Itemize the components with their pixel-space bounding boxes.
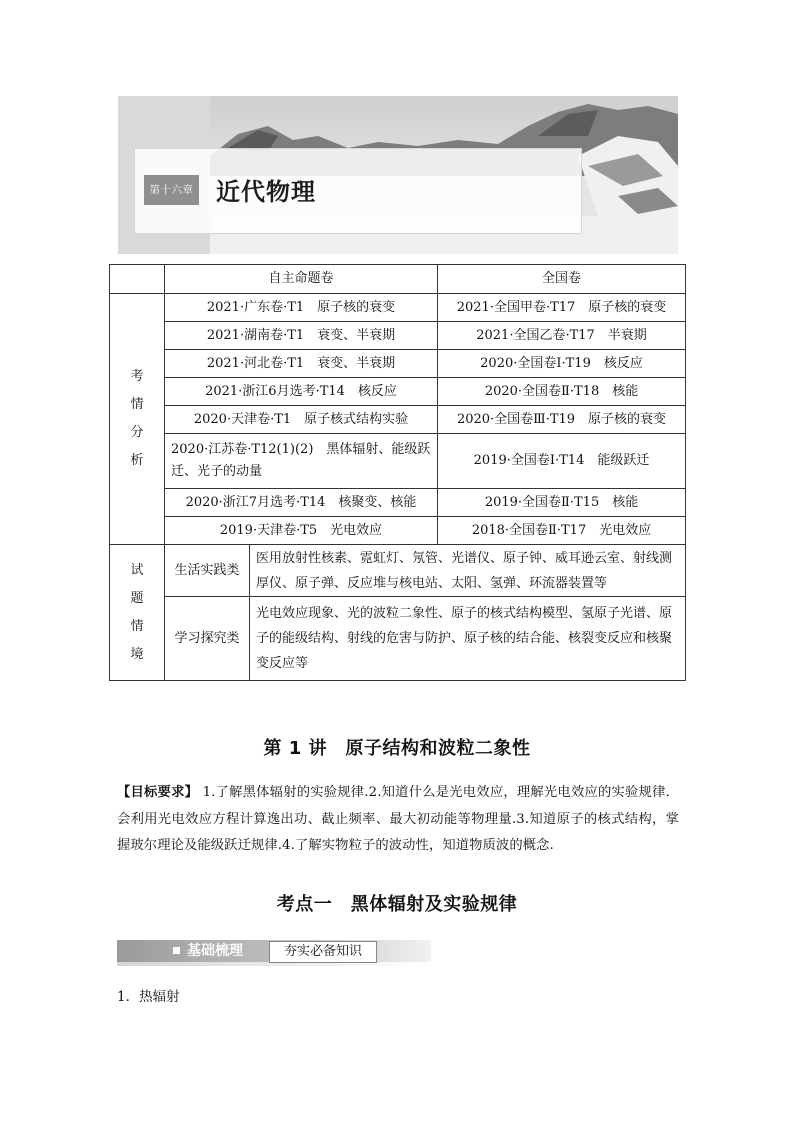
section-bar: [117, 940, 431, 966]
square-bullet-icon: [173, 947, 180, 954]
section-bar-label: 基础梳理: [187, 943, 243, 959]
objectives-label: 【目标要求】: [117, 785, 199, 800]
cell-national: 2020·全国卷Ⅱ·T18 核能: [438, 378, 686, 406]
cell-regional: 2021·浙江6月选考·T14 核反应: [165, 378, 438, 406]
context-text: 医用放射性核素、霓虹灯、氖管、光谱仪、原子钟、威耳逊云室、射线测厚仪、原子弹、反应堆与核电站、太阳、氢弹、环流器装置等: [250, 545, 686, 597]
cell-national: 2019·全国卷Ⅰ·T14 能级跃迁: [438, 434, 686, 489]
cell-national: 2020·全国卷Ⅰ·T19 核反应: [438, 350, 686, 378]
table-row: [110, 406, 686, 434]
cell-regional: 2020·浙江7月选考·T14 核聚变、核能: [165, 489, 438, 517]
learning-objectives: [117, 780, 679, 860]
chapter-tag: 第十六章: [144, 175, 199, 205]
key-point-title: 考点一 黑体辐射及实验规律: [276, 894, 518, 915]
cell-national: 2021·全国乙卷·T17 半衰期: [438, 322, 686, 350]
objectives-text: 1.了解黑体辐射的实验规律.2.知道什么是光电效应，理解光电效应的实验规律．会利用光电效应方程计算逸出功、截止频率、最大初动能等物理量.3.知道原子的核式结构，掌握玻尔理论及能级跃迁规律.4.了解实物粒子的波动性，知道物质波的概念.: [117, 785, 679, 853]
context-text: 光电效应现象、光的波粒二象性、原子的核式结构模型、氢原子光谱、原子的能级结构、射线的危害与防护、原子核的结合能、核裂变反应和核聚变反应等: [250, 597, 686, 681]
list-item: 1．热辐射: [117, 989, 180, 1005]
context-category: 生活实践类: [165, 545, 250, 597]
table-row: [110, 597, 686, 681]
table-row: [110, 489, 686, 517]
header-national: 全国卷: [438, 265, 686, 294]
table-row: [110, 378, 686, 406]
cell-national: 2019·全国卷Ⅱ·T15 核能: [438, 489, 686, 517]
table-row: [110, 545, 686, 597]
cell-national: 2018·全国卷Ⅱ·T17 光电效应: [438, 517, 686, 545]
cell-regional: 2019·天津卷·T5 光电效应: [165, 517, 438, 545]
table-row: [110, 350, 686, 378]
cell-regional: 2021·广东卷·T1 原子核的衰变: [165, 294, 438, 322]
cell-regional: 2020·天津卷·T1 原子核式结构实验: [165, 406, 438, 434]
table-row: [110, 434, 686, 489]
section-label-exam-context: 试 题 情 境: [110, 545, 165, 681]
lecture-title: 第 1 讲 原子结构和波粒二象性: [263, 738, 531, 759]
cell-regional: 2021·湖南卷·T1 衰变、半衰期: [165, 322, 438, 350]
chapter-title-card: [134, 148, 582, 234]
chapter-title: 近代物理: [216, 178, 316, 206]
table-row: [110, 517, 686, 545]
chapter-banner: [118, 96, 678, 254]
header-regional: 自主命题卷: [165, 265, 438, 294]
table-header-row: [110, 265, 686, 294]
context-category: 学习探究类: [165, 597, 250, 681]
cell-national: 2021·全国甲卷·T17 原子核的衰变: [438, 294, 686, 322]
table-row: [110, 322, 686, 350]
table-row: [110, 294, 686, 322]
section-bar-box: 夯实必备知识: [269, 941, 377, 963]
cell-regional: 2020·江苏卷·T12(1)(2) 黑体辐射、能级跃迁、光子的动量: [165, 434, 438, 489]
table-corner-cell: [110, 265, 165, 294]
cell-national: 2020·全国卷Ⅲ·T19 原子核的衰变: [438, 406, 686, 434]
exam-analysis-table: [109, 264, 686, 681]
section-label-exam-analysis: 考 情 分 析: [110, 294, 165, 545]
cell-regional: 2021·河北卷·T1 衰变、半衰期: [165, 350, 438, 378]
